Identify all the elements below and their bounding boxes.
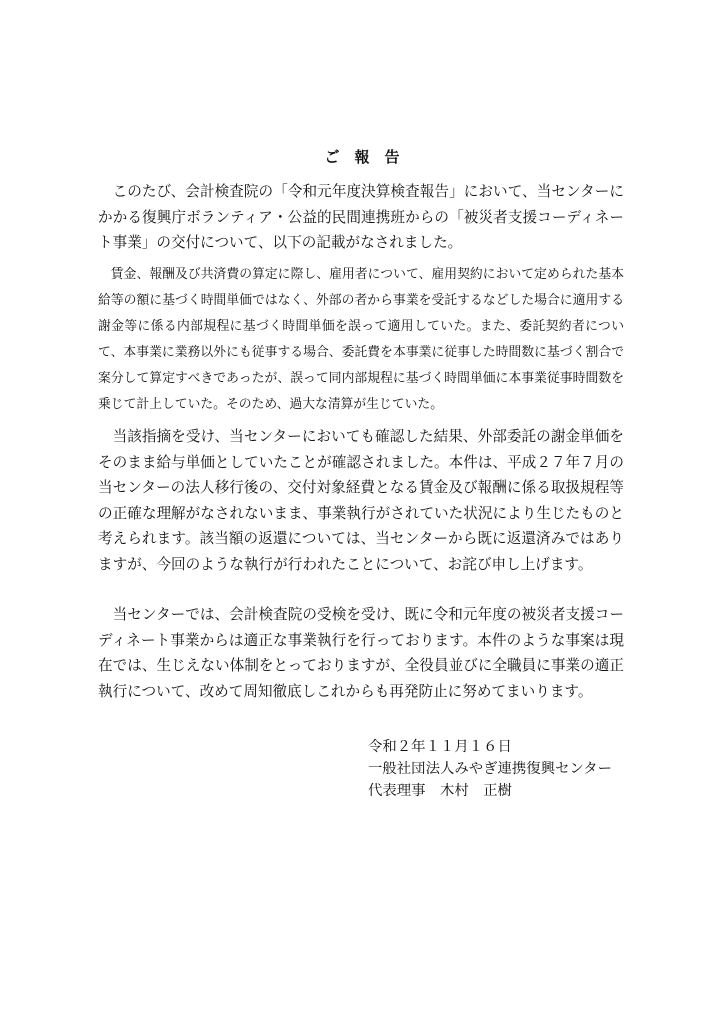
document-title: ご 報 告: [324, 148, 400, 166]
audit-excerpt-paragraph: 賃金、報酬及び共済費の算定に際し、雇用者について、雇用契約において定められた基本給等の額に基づく時間単価ではなく、外部の者から事業を受託するなどした場合に適用する謝金等に係る内部規程に基づく時間単価を誤って適用していた。また、委託契約者について、本事業に業務以外にも従事する場合、委託費を本事業に従事した時間数に基づく割合で案分して算定すべきであったが、誤って同内部規程に基づく時間単価に本事業従事時間数を乗じて計上していた。そのため、過大な清算が生じていた。: [98, 267, 624, 412]
intro-paragraph: このたび、会計検査院の「令和元年度決算検査報告」において、当センターにかかる復興庁ボランティア・公益的民間連携班からの「被災者支援コーディネート事業」の交付について、以下の記載がなされました。: [98, 183, 624, 252]
signature-block: [368, 736, 612, 802]
signature-date: 令和２年１１月１６日: [368, 739, 512, 755]
response-paragraph: 当該指摘を受け、当センターにおいても確認した結果、外部委託の謝金単価をそのまま給与単価としていたことが確認されました。本件は、平成２７年７月の当センターの法人移行後の、交付対象経費となる賃金及び報酬に係る取扱規程等の正確な理解がなされないまま、事業執行がされていた状況により生じたものと考えられます。該当額の返還については、当センターから既に返還済みではありますが、今回のような執行が行われたことについて、お詫び申し上げます。: [98, 428, 624, 573]
signature-representative: 代表理事 木村 正樹: [368, 783, 512, 799]
prevention-paragraph: 当センターでは、会計検査院の受検を受け、既に令和元年度の被災者支援コーディネート事業からは適正な事業執行を行っております。本件のような事案は現在では、生じえない体制をとっておりますが、全役員並びに全職員に事業の適正執行について、改めて周知徹底しこれからも再発防止に努めてまいります。: [98, 606, 624, 700]
signature-organization: 一般社団法人みやぎ連携復興センター: [368, 761, 613, 777]
